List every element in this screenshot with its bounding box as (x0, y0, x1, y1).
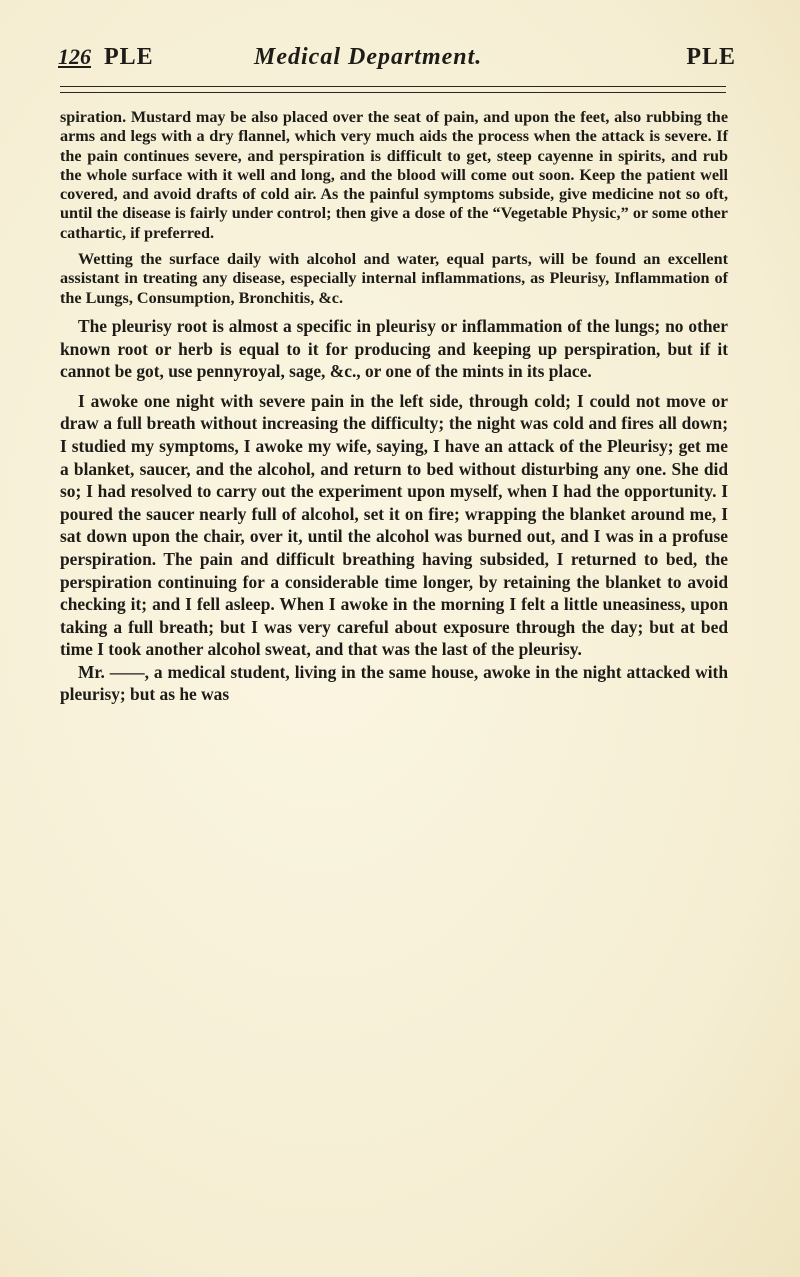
running-header (58, 44, 738, 84)
paragraph-1: spiration. Mustard may be also placed over the seat of pain, and upon the feet, also rubbing the arms and legs with a dry flannel, which very much aids the process when the attack is severe. If the pain continues severe, and perspiration is difficult to get, steep cayenne in spirits, and rub the whole surface with it well and long, and the blood will come out soon. Keep the patient well covered, and avoid drafts of cold air. As the painful symptoms subside, give medicine not so oft, until the disease is fairly under control; then give a dose of the “Vegetable Physic,” or some other cathartic, if preferred. (60, 108, 728, 242)
body-text (60, 108, 728, 706)
header-left-word: PLE (104, 44, 154, 70)
header-rule-top (60, 86, 726, 87)
paragraph-2: Wetting the surface daily with alcohol and water, equal parts, will be found an excellent assistant in treating any disease, especially internal inflammations, as Pleurisy, Inflammation of the Lungs, Consumption, Bronchitis, &c. (60, 250, 728, 307)
header-right-word: PLE (686, 44, 736, 70)
page-number: 126 (58, 44, 91, 69)
header-title: Medical Department. (254, 44, 483, 70)
header-rule-bottom (60, 92, 726, 93)
paragraph-5: Mr. ——, a medical student, living in the same house, awoke in the night attacked with pleurisy; but as he was (60, 661, 728, 705)
paragraph-4: I awoke one night with severe pain in the left side, through cold; I could not move or draw a full breath without increasing the difficulty; the night was cold and fires all down; I studied my symptoms, I awoke my wife, saying, I have an attack of the Pleurisy; get me a blanket, saucer, and the alcohol, and return to bed without disturbing any one. She did so; I had resolved to carry out the experiment upon myself, when I had the opportunity. I poured the saucer nearly full of alcohol, set it on fire; wrapping the blanket around me, I sat down upon the chair, over it, until the alcohol was burned out, and I was in a profuse perspiration. The pain and difficult breathing having subsided, I returned to bed, the perspiration continuing for a considerable time longer, by retaining the blanket to avoid checking it; and I fell asleep. When I awoke in the morning I felt a little uneasiness, upon taking a full breath; but I was very careful about exposure through the day; but at bed time I took another alcohol sweat, and that was the last of the pleurisy. (60, 390, 728, 660)
paragraph-3: The pleurisy root is almost a specific in pleurisy or inflammation of the lungs; no other known root or herb is equal to it for producing and keeping up perspiration, but if it cannot be got, use pennyroyal, sage, &c., or one of the mints in its place. (60, 315, 728, 382)
